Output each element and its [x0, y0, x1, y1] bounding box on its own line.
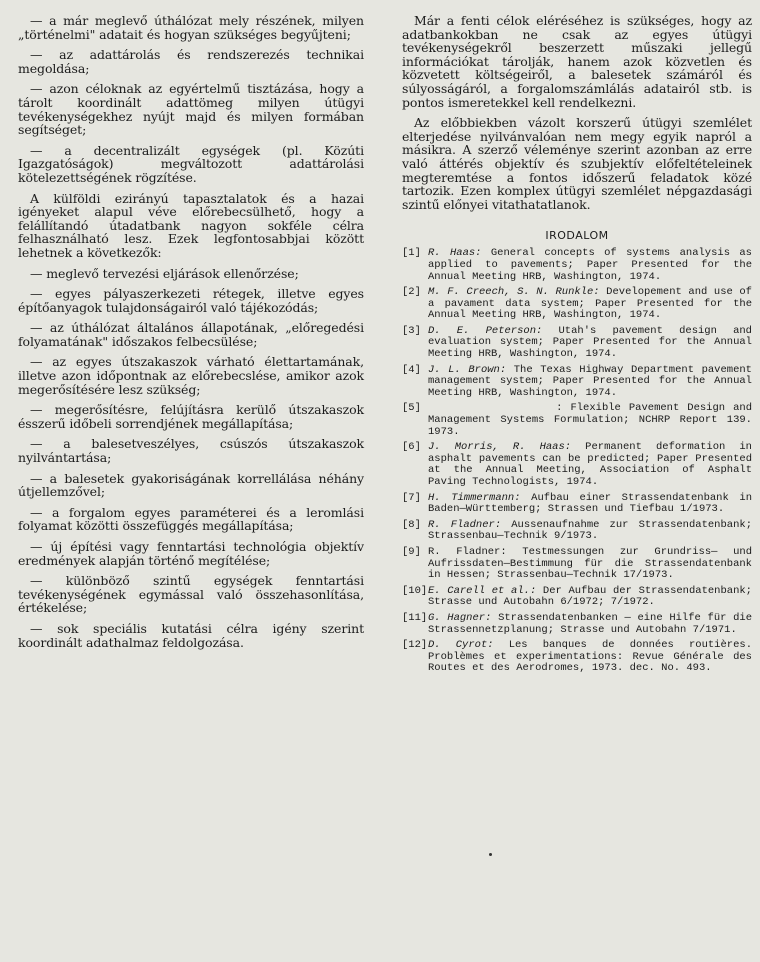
reference-author: R. Fladner: — [428, 518, 502, 531]
paragraph: — a decentralizált egységek (pl. Közúti Igazgatóságok) megváltozott adattárolási kötelezettségének rögzítése. — [18, 142, 364, 185]
reference-details: Aussenaufnahme zur Strassendatenbank; Strassenbau—Technik 9/1973. — [428, 518, 752, 543]
reference-text — [428, 365, 752, 400]
reference-text — [428, 248, 752, 283]
reference-item — [402, 402, 759, 438]
reference-details: Utah's pavement design and evaluation system; Paper Presented for the Annual Meeting HRB, Washington, 1974. — [428, 324, 752, 361]
reference-number: [2] — [402, 286, 421, 299]
reference-text — [428, 613, 752, 636]
reference-number: [5] — [402, 402, 421, 415]
reference-details: Permanent deformation in asphalt pavements can be predicted; Paper Presented at the Annual Meeting, Association of Asphalt Paving Technologists, 1974. — [428, 441, 752, 488]
paragraph: — az adattárolás és rendszerezés technikai megoldása; — [18, 47, 364, 76]
paragraph: — a balesetveszélyes, csúszós útszakaszok nyilvántartása; — [18, 436, 364, 466]
reference-number: [3] — [402, 324, 421, 337]
reference-text — [428, 287, 752, 322]
reference-text — [428, 520, 752, 543]
reference-number: [4] — [402, 363, 421, 376]
reference-number: [10] — [402, 584, 428, 597]
reference-details: General concepts of systems analysis as applied to pavements; Paper Presented for the Annual Meeting HRB, Washington, 1974. — [428, 247, 752, 283]
references-heading: IRODALOM — [545, 229, 609, 243]
reference-details: Les banques de données routières. Problèmes et experimentations: Revue Générale des Routes et des Aerodromes, 1973. dec. No. 493. — [428, 639, 752, 675]
reference-details: : Flexible Pavement Design and Management Systems Formulation; NCHRP Report 139. 1973. — [428, 402, 759, 438]
reference-text — [428, 493, 752, 516]
paragraph: — a forgalom egyes paraméterei és a leromlási folyamat közötti összefüggés megállapítása; — [18, 504, 364, 534]
reference-author: G. Hagner: — [428, 611, 492, 624]
paragraph: — új építési vagy fenntartási technológia objektív eredmények alapján történő megítélése; — [18, 539, 364, 568]
reference-number: [6] — [402, 441, 421, 454]
right-column — [402, 13, 759, 679]
reference-author: J. Morris, R. Haas: — [428, 441, 572, 454]
reference-number: [11] — [402, 611, 428, 624]
reference-author: D. Cyrot: — [428, 639, 494, 652]
paragraph: Már a fenti célok eléréséhez is szükséges, hogy az adatbankokban ne csak az egyes útügyi tevékenységekről beszerzett műszaki jellegű információkat tárolják, hanem azok közvetlen és közvetett költségeiről, a balesetek számáról és súlyosságáról, a forgalomszámlálás adatairól stb. is pontos ismeretekkel kell rendelkezni. — [402, 13, 752, 110]
reference-author: R. Haas: — [428, 247, 482, 260]
paragraph: — megerősítésre, felújításra kerülő útszakaszok ésszerű időbeli sorrendjének megállapítása; — [18, 402, 364, 431]
reference-details: Developement and use of a pavament data system; Paper Presented for the Annual Meeting HRB, Washington, 1974. — [428, 286, 752, 322]
paragraph: — az egyes útszakaszok várható élettartamának, illetve azon időpontnak az előrebecslése, amikor azok megerősítésére lesz szükség; — [18, 354, 364, 397]
reference-text — [428, 326, 752, 361]
reference-text — [428, 402, 759, 438]
reference-item — [402, 640, 752, 675]
reference-item — [402, 493, 752, 516]
paragraph: — sok speciális kutatási célra igény szerint koordinált adathalmaz feldolgozása. — [18, 620, 364, 650]
reference-details: Aufbau einer Strassendatenbank in Baden—Württemberg; Strassen und Tiefbau 1/1973. — [428, 491, 752, 516]
reference-author: E. Carell et al.: — [428, 584, 537, 597]
reference-item — [402, 365, 752, 400]
reference-item — [402, 613, 752, 636]
reference-text — [428, 442, 752, 488]
stray-mark — [489, 853, 492, 856]
paragraph: Az előbbiekben vázolt korszerű útügyi szemlélet elterjedése nyilvánvalóan nem megy egyik napról a másikra. A szerző véleménye szerint azonban az erre való áttérés objektív és szubjektív előfeltételeinek megteremtése a fontos időszerű feladatok közé tartozik. Ezen komplex útügyi szemlélet népgazdasági szintű előnyei vitathatatlanok. — [402, 115, 752, 212]
reference-item — [402, 520, 752, 543]
reference-author: D. E. Peterson: — [428, 324, 543, 337]
paragraph: — különböző szintű egységek fenntartási tevékenységének egymással való összehasonlítása, értékelése; — [18, 573, 364, 616]
reference-text — [428, 547, 752, 582]
reference-text — [428, 586, 752, 609]
reference-author: H. Timmermann: — [428, 491, 521, 504]
reference-item — [402, 442, 752, 488]
reference-item — [402, 287, 752, 322]
reference-author: M. F. Creech, S. N. Runkle: — [428, 286, 600, 299]
paragraph: — azon céloknak az egyértelmű tisztázása, hogy a tárolt koordinált adattömeg milyen útügyi tevékenységekhez nyújt majd és milyen formában segítséget; — [18, 81, 364, 138]
paragraph: — az úthálózat általános állapotának, „előregedési folyamatának" időszakos felbecsülése; — [18, 320, 364, 349]
reference-item — [402, 326, 752, 361]
reference-item — [402, 586, 752, 609]
reference-number: [1] — [402, 247, 421, 260]
references-list — [402, 247, 759, 675]
reference-details: R. Fladner: Testmessungen zur Grundriss— und Aufrissdaten—Bestimmung für die Strassendatenbank in Hessen; Strassenbau—Technik 17/1973. — [428, 545, 752, 582]
paragraph: — egyes pályaszerkezeti rétegek, illetve egyes építőanyagok tulajdonságairól való tájékozódás; — [18, 286, 364, 315]
paragraph: — a már meglevő úthálózat mely részének, milyen „történelmi" adatait és hogyan szükséges begyűjteni; — [18, 13, 364, 42]
reference-number: [12] — [402, 639, 428, 652]
paragraph: A külföldi ezirányú tapasztalatok és a hazai igényeket alapul véve előrebecsülhető, hogy a felállítandó útadatbank nagyon sokféle célra felhasználható lesz. Ezek legfontosabbjai között lehetnek a következők: — [18, 190, 364, 260]
reference-item — [402, 547, 752, 582]
left-column — [18, 14, 364, 656]
reference-number: [7] — [402, 491, 421, 504]
reference-item — [402, 248, 752, 283]
reference-details: Der Aufbau der Strassendatenbank; Strasse und Autobahn 6/1972; 7/1972. — [428, 584, 752, 609]
reference-author: J. L. Brown: — [428, 363, 507, 376]
reference-number: [8] — [402, 518, 421, 531]
reference-text — [428, 640, 752, 675]
reference-details: The Texas Highway Department pavement management system; Paper Presented for the Annual Meeting HRB, Washington, 1974. — [428, 363, 752, 399]
reference-number: [9] — [402, 545, 421, 558]
paragraph: — meglevő tervezési eljárások ellenőrzése; — [30, 265, 299, 281]
reference-details: Strassendatenbanken — eine Hilfe für die Strassennetzplanung; Strasse und Autobahn 7/1971. — [428, 611, 752, 636]
paragraph: — a balesetek gyakoriságának korrellálása néhány útjellemzővel; — [18, 470, 364, 500]
